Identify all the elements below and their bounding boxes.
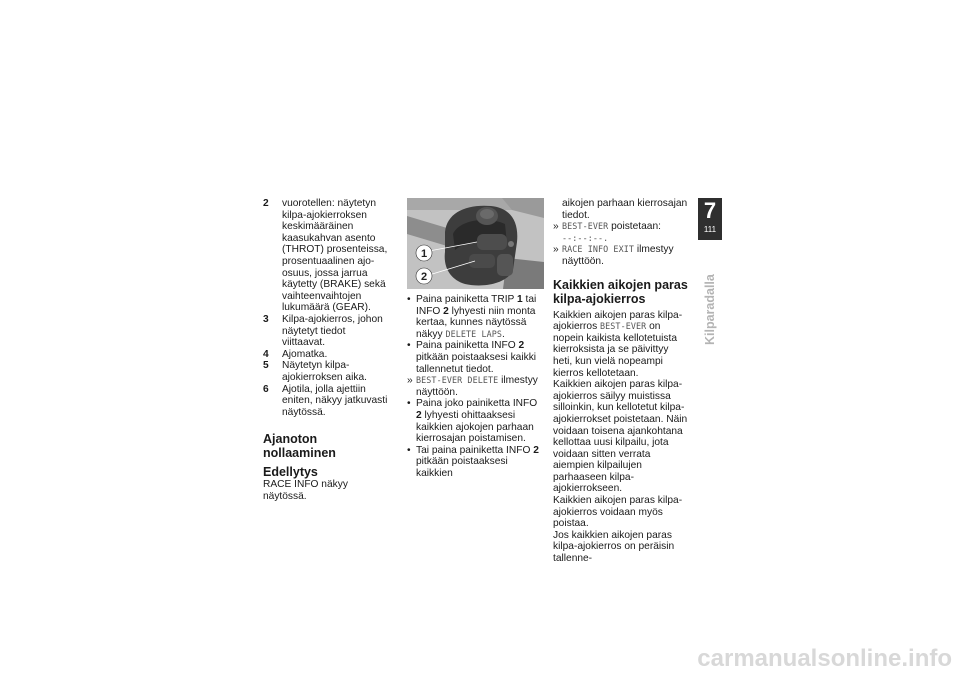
text-run: pitkään poistaaksesi kaikkien bbox=[416, 456, 508, 479]
text-run: lyhyesti ohittaaksesi kaikkien ajokojen parhaan kierrosajan poistamisen. bbox=[416, 409, 534, 445]
handlebar-switch-photo bbox=[407, 198, 544, 289]
result-marker: » bbox=[553, 221, 559, 233]
watermark: carmanualsonline.info bbox=[697, 645, 952, 672]
item-number: 5 bbox=[263, 360, 269, 372]
display-text: BEST-EVER bbox=[600, 321, 647, 332]
numbered-item-5 bbox=[263, 360, 391, 383]
bullet-text bbox=[416, 340, 544, 375]
condition-text: RACE INFO näkyy näytössä. bbox=[263, 479, 348, 502]
bullet-text bbox=[416, 398, 544, 444]
item-text: Ajotila, jolla ajettiin eniten, näkyy jatkuvasti näytössä. bbox=[282, 383, 388, 418]
bullet-item bbox=[407, 398, 544, 444]
ref-number: 2 bbox=[518, 340, 525, 352]
result-text bbox=[416, 375, 544, 398]
result-item bbox=[553, 244, 688, 267]
item-text: Näytetyn kilpa-ajokierroksen aika. bbox=[282, 360, 367, 383]
handlebar-illustration bbox=[407, 198, 544, 289]
paragraph: Jos kaikkien aikojen paras kilpa-ajokierros on peräisin tallenne- bbox=[553, 529, 675, 565]
display-text: BEST-EVER DELETE bbox=[416, 375, 499, 386]
chapter-side-title: Kilparadalla bbox=[703, 274, 717, 345]
result-marker: » bbox=[407, 375, 413, 387]
bullet-marker: • bbox=[407, 444, 411, 456]
bullet-text bbox=[416, 294, 544, 340]
numbered-item-6 bbox=[263, 384, 391, 419]
result-text bbox=[562, 244, 688, 267]
item-text: vuorotellen: näytetyn kilpa-ajokierroksen keskimääräinen kaasukahvan asento (THROT) prosenteissa, prosentuaalinen ajo-osuus, jossa jarrua käytetty (BRAKE) sekä vaihteenvaihtojen lukumäärä (GEAR). bbox=[282, 198, 388, 314]
item-text: Ajomatka. bbox=[282, 348, 328, 360]
section-heading: Ajanoton nollaaminen bbox=[263, 432, 336, 461]
bullet-text bbox=[416, 445, 544, 480]
right-column bbox=[553, 198, 688, 565]
continued-text: aikojen parhaan kierrosajan tiedot. bbox=[562, 198, 688, 221]
result-item bbox=[407, 375, 544, 398]
numbered-item-2 bbox=[263, 198, 391, 314]
display-text: BEST-EVER bbox=[562, 221, 609, 232]
paragraph: Kaikkien aikojen paras kilpa-ajokierros säilyy muistissa silloinkin, kun kellotetut kilpa-ajokierrokset poistetaan. Näin voidaan toisena ajankohtana kellottaa uusi kilpailu, jota voidaan sitten verrata aiempien kilpailujen parhaaseen kilpa-ajokierrokseen. bbox=[553, 379, 688, 495]
text-run: Tai paina painiketta INFO bbox=[416, 444, 534, 456]
text-run: pitkään poistaaksesi kaikki tallennetut tiedot. bbox=[416, 351, 537, 375]
left-column bbox=[263, 198, 391, 502]
photo-label-2: 2 bbox=[420, 271, 428, 283]
item-text: Kilpa-ajokierros, johon näytetyt tiedot viittaavat. bbox=[282, 313, 383, 349]
display-text: RACE INFO EXIT bbox=[562, 244, 634, 255]
chapter-number: 7 bbox=[703, 198, 717, 223]
item-number: 3 bbox=[263, 313, 269, 325]
text-run: Kaikkien aikojen paras kilpa-ajokierros bbox=[553, 309, 683, 333]
text-run: Paina painiketta TRIP bbox=[416, 294, 517, 305]
bullet-item bbox=[407, 445, 544, 480]
ref-number: 1 bbox=[517, 294, 523, 305]
paragraph bbox=[553, 310, 688, 380]
page-number: 111 bbox=[703, 225, 717, 234]
display-text: DELETE LAPS bbox=[445, 328, 503, 339]
text-run: on nopein kaikista kellotetuista kierroksista ja se päivittyy heti, kun vielä nopeampi kierros kellotetaan. bbox=[553, 321, 678, 379]
bullet-marker: • bbox=[407, 294, 411, 305]
item-number: 6 bbox=[263, 383, 269, 395]
chapter-tab bbox=[698, 198, 722, 240]
middle-column bbox=[407, 198, 544, 480]
display-text: --:--:--. bbox=[562, 232, 609, 243]
subheading: Edellytys bbox=[263, 465, 318, 480]
result-item bbox=[553, 221, 688, 244]
item-number: 2 bbox=[263, 198, 269, 209]
bullet-item bbox=[407, 340, 544, 375]
bullet-marker: • bbox=[407, 340, 411, 352]
text-run: Paina painiketta INFO bbox=[416, 340, 519, 352]
text-run: Paina joko painiketta INFO bbox=[416, 398, 538, 410]
text-run: ilmestyy näyttöön. bbox=[562, 244, 674, 267]
text-run: . bbox=[502, 328, 505, 340]
bullet-marker: • bbox=[407, 398, 411, 410]
text-run: poistetaan: bbox=[608, 221, 661, 233]
paragraph: Kaikkien aikojen paras kilpa-ajokierros voidaan myös poistaa. bbox=[553, 495, 683, 530]
item-number: 4 bbox=[263, 348, 269, 360]
photo-label-1: 1 bbox=[420, 248, 428, 260]
ref-number: 2 bbox=[443, 305, 449, 317]
ref-number: 2 bbox=[416, 409, 422, 421]
section-heading: Kaikkien aikojen paras kilpa-ajokierros bbox=[553, 277, 688, 306]
bullet-item bbox=[407, 294, 544, 340]
result-marker: » bbox=[553, 244, 559, 256]
text-run: tai INFO bbox=[416, 294, 537, 317]
numbered-item-3 bbox=[263, 314, 391, 349]
ref-number: 2 bbox=[533, 444, 539, 456]
text-run: ilmestyy näyttöön. bbox=[416, 375, 538, 398]
text-run: lyhyesti niin monta kertaa, kunnes näytössä näkyy bbox=[416, 305, 536, 340]
result-text bbox=[562, 221, 688, 244]
numbered-item-4 bbox=[263, 349, 391, 361]
